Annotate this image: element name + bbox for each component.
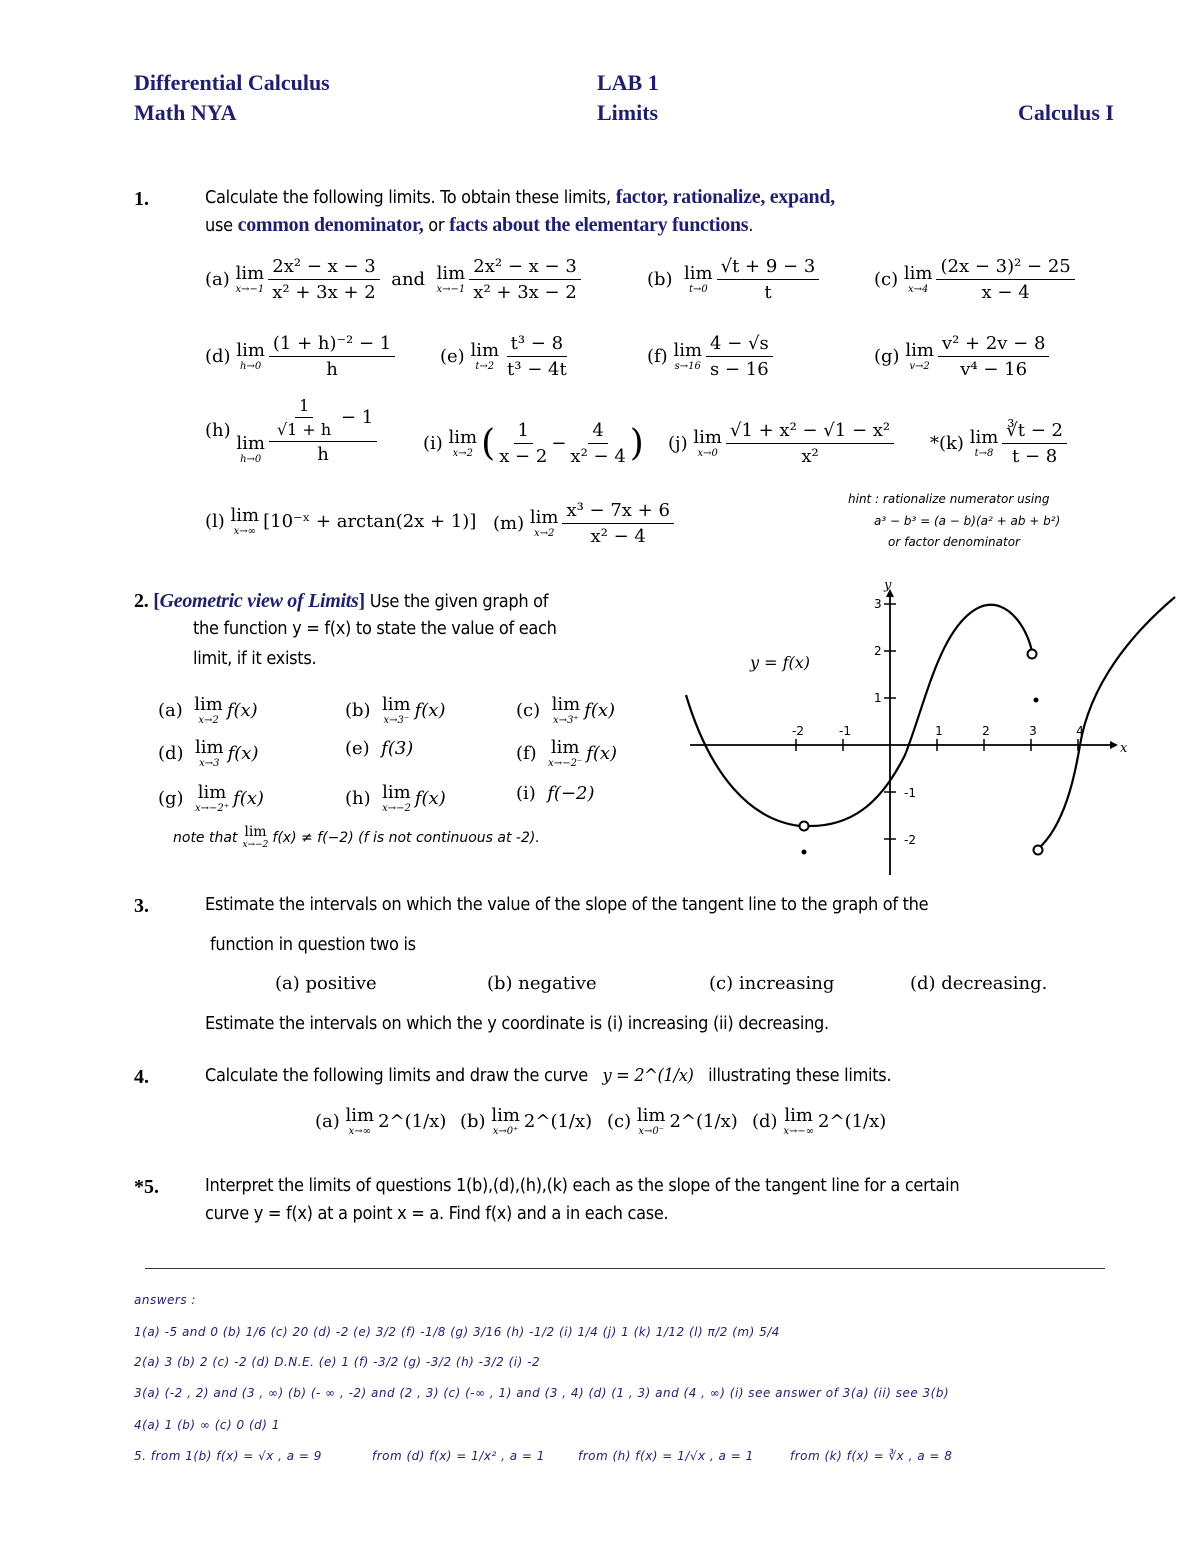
limit-1d xyxy=(205,333,395,380)
note-lim-sub: x→−2 xyxy=(242,840,269,850)
fraction-1f xyxy=(706,333,773,380)
q3-option-c: (c) increasing xyxy=(709,973,835,994)
den-1f: s − 16 xyxy=(710,359,769,380)
question-4-line1 xyxy=(205,1065,891,1086)
x-tick-label: -2 xyxy=(792,724,804,738)
num-1e: t³ − 8 xyxy=(507,333,567,357)
course-level: Calculus I xyxy=(1018,100,1114,125)
q2-part-expr: f(x) xyxy=(227,743,259,764)
num-1i-b: 4 xyxy=(588,420,607,444)
q1-text-d: . xyxy=(748,215,754,236)
x-tick-label: 2 xyxy=(982,724,990,738)
num-1c: (2x − 3)² − 25 xyxy=(936,256,1074,280)
label-1d: (d) xyxy=(205,346,231,367)
q2-part-expr: f(x) xyxy=(226,700,258,721)
x-tick-label: 1 xyxy=(935,724,943,738)
lim-1a: lim x→−1 xyxy=(235,263,265,295)
fraction-1j xyxy=(726,420,894,467)
label-1a: (a) xyxy=(205,269,230,290)
q4-part-label: (a) xyxy=(315,1111,340,1132)
q4-part-b xyxy=(460,1106,592,1137)
q2-part-lim-sub: x→−2 xyxy=(382,803,411,814)
x-axis-arrow xyxy=(1110,741,1118,749)
q4-part-lim: lim x→−∞ xyxy=(783,1105,815,1137)
x-tick-label: 3 xyxy=(1029,724,1037,738)
fraction-1e xyxy=(503,333,571,380)
den-1k: t − 8 xyxy=(1012,446,1058,467)
fraction-1k xyxy=(1002,420,1067,467)
answers-divider xyxy=(145,1268,1105,1269)
q2-part-label: (f) xyxy=(516,743,537,764)
limit-1g xyxy=(874,333,1049,380)
y-axis-label: y xyxy=(884,578,892,593)
q2-bracket-open: [ xyxy=(153,590,160,612)
lab-number: LAB 1 xyxy=(597,70,659,95)
lim-sub-1h: h→0 xyxy=(240,454,262,465)
q2-part-label: (d) xyxy=(158,743,184,764)
y-tick-label: -1 xyxy=(904,786,916,800)
limit-1c xyxy=(874,256,1075,303)
q1-text-c: or xyxy=(423,215,450,236)
q2-part-label: (a) xyxy=(158,700,183,721)
q2-part-i xyxy=(516,783,595,804)
q2-part-e xyxy=(345,738,413,759)
lim-sub-1a: x→−1 xyxy=(235,284,265,295)
num-1g: v² + 2v − 8 xyxy=(938,333,1050,357)
q2-part-b xyxy=(345,695,445,726)
q2-part-g xyxy=(158,783,264,814)
q3-option-a: (a) positive xyxy=(275,973,377,994)
q2-part-lim-sub: x→−2⁺ xyxy=(195,803,230,814)
lim-1j: lim x→0 xyxy=(693,427,722,459)
q2-part-f xyxy=(516,738,617,769)
q4-curve-expr: y = 2^(1/x) xyxy=(602,1065,694,1086)
label-1e: (e) xyxy=(440,346,465,367)
course-code: Math NYA xyxy=(134,100,237,125)
q1-emphasis-b: common denominator, xyxy=(237,214,424,236)
lim-sub-1m: x→2 xyxy=(533,528,555,539)
num-1f: 4 − √s xyxy=(706,333,773,357)
q2-text-1: Use the given graph of xyxy=(364,591,549,612)
q4-part-lim-sub: x→−∞ xyxy=(783,1126,815,1137)
q2-title: Geometric view of Limits xyxy=(159,590,359,612)
open-circle-at-3-top xyxy=(1028,650,1037,659)
answers-q2: 2(a) 3 (b) 2 (c) -2 (d) D.N.E. (e) 1 (f) -3/2 (g) -3/2 (h) -3/2 (i) -2 xyxy=(134,1355,541,1369)
q4-part-c xyxy=(607,1106,738,1137)
question-5-number: *5. xyxy=(134,1176,159,1198)
label-1g: (g) xyxy=(874,346,900,367)
filled-point-at-3 xyxy=(1034,698,1039,703)
note-lim xyxy=(243,825,269,851)
q2-part-expr: f(3) xyxy=(381,738,414,759)
q2-part-lim-word: lim xyxy=(382,782,411,803)
den-1h: h xyxy=(317,444,329,465)
q2-part-expr: f(−2) xyxy=(547,783,595,804)
limit-1i: (i) lim x→2 ( $\frac{1}{x - 2}$ − $\frac{4}{\text{x² − 4}}$ ) xyxy=(423,420,644,467)
q2-part-lim-sub: x→−2⁻ xyxy=(548,758,583,769)
num-1j: √1 + x² − √1 − x² xyxy=(726,420,894,444)
q4-part-lim-sub: x→∞ xyxy=(348,1126,371,1137)
q3-option-d: (d) decreasing. xyxy=(910,973,1048,994)
fraction-1h xyxy=(269,396,377,465)
fraction-1i-b xyxy=(566,420,629,467)
note-text-b: f(x) ≠ f(−2) (f is not continuous at -2). xyxy=(272,830,540,846)
y-tick-label: 1 xyxy=(874,691,882,705)
x-tick-label: 4 xyxy=(1076,724,1084,738)
q1-emphasis-a: factor, rationalize, expand, xyxy=(615,186,835,208)
q1-emphasis-c: facts about the elementary functions xyxy=(449,214,749,236)
q4-part-expr: 2^(1/x) xyxy=(523,1111,593,1132)
question-1-line1 xyxy=(205,186,835,209)
q2-part-lim-word: lim xyxy=(195,737,224,758)
den-1a: x² + 3x + 2 xyxy=(272,282,376,303)
question-3-number: 3. xyxy=(134,895,149,917)
question-2-number: 2. xyxy=(134,590,149,612)
lim-1a2: lim x→−1 xyxy=(436,263,466,295)
q2-part-lim-sub: x→2 xyxy=(198,715,219,726)
fraction-1m xyxy=(562,500,673,547)
lim-sub-1e: t→2 xyxy=(475,361,495,372)
den-1c: x − 4 xyxy=(981,282,1030,303)
q2-part-expr: f(x) xyxy=(233,788,264,809)
lim-sub-1i: x→2 xyxy=(452,448,474,459)
y-tick-label: 3 xyxy=(874,597,882,611)
lim-1i: lim x→2 xyxy=(448,427,478,459)
q1-text-a: Calculate the following limits. To obtain these limits, xyxy=(205,187,616,208)
q4-part-expr: 2^(1/x) xyxy=(669,1111,738,1132)
curve-right-piece xyxy=(1038,597,1175,849)
q2-part-lim xyxy=(382,695,411,726)
hint-line1: hint : rationalize numerator using xyxy=(848,492,1050,506)
open-circle-at-minus-2 xyxy=(800,822,809,831)
den-1e: t³ − 4t xyxy=(507,359,567,380)
num-1h-bot: √1 + h xyxy=(276,420,332,439)
note-lim-word: lim xyxy=(244,824,267,840)
answers-q5-part3: from (h) f(x) = 1/√x , a = 1 xyxy=(578,1449,754,1463)
function-label: y = f(x) xyxy=(750,653,811,672)
lim-1d: lim h→0 xyxy=(236,340,265,372)
q2-part-d xyxy=(158,738,258,769)
num-1a2: 2x² − x − 3 xyxy=(469,256,580,280)
q4-part-lim-sub: x→0⁻ xyxy=(638,1126,664,1137)
q2-part-lim xyxy=(195,738,224,769)
den-1m: x² − 4 xyxy=(590,526,646,547)
q2-part-h xyxy=(345,783,446,814)
minus-1i: − xyxy=(551,433,567,454)
question-2-line3: limit, if it exists. xyxy=(193,648,317,669)
question-4-number: 4. xyxy=(134,1066,149,1088)
answers-q5-part1: 5. from 1(b) f(x) = √x , a = 9 xyxy=(134,1449,322,1463)
lim-sub-1k: t→8 xyxy=(974,448,994,459)
q2-part-expr: f(x) xyxy=(414,700,446,721)
q2-part-lim-word: lim xyxy=(197,782,227,803)
q4-text-a: Calculate the following limits and draw the curve xyxy=(205,1065,588,1086)
q3-option-b: (b) negative xyxy=(487,973,597,994)
num-1a: 2x² − x − 3 xyxy=(268,256,379,280)
q2-part-lim xyxy=(382,783,411,814)
num-1m: x³ − 7x + 6 xyxy=(562,500,673,524)
limit-1l xyxy=(205,506,476,537)
lim-1f: lim s→16 xyxy=(673,340,703,372)
label-1k: *(k) xyxy=(930,433,964,454)
answers-q5-part2: from (d) f(x) = 1/x² , a = 1 xyxy=(372,1449,545,1463)
limit-1a xyxy=(205,256,581,303)
answers-q4: 4(a) 1 (b) ∞ (c) 0 (d) 1 xyxy=(134,1418,280,1432)
lim-1m: lim x→2 xyxy=(529,507,559,539)
lim-sub-1a2: x→−1 xyxy=(436,284,466,295)
fraction-1g xyxy=(938,333,1050,380)
q2-bracket-close: ] xyxy=(358,590,365,612)
limit-1e xyxy=(440,333,571,380)
question-3-line2: function in question two is xyxy=(210,934,416,955)
fraction-1i-a xyxy=(495,420,551,467)
label-1f: (f) xyxy=(647,346,668,367)
q2-part-lim xyxy=(548,738,582,769)
q4-part-expr: 2^(1/x) xyxy=(378,1111,447,1132)
q2-part-label: (c) xyxy=(516,700,541,721)
fraction-1b xyxy=(717,256,820,303)
question-2-line1 xyxy=(134,590,548,613)
q2-part-label: (e) xyxy=(345,738,370,759)
label-1i: (i) xyxy=(423,433,443,454)
course-title: Differential Calculus xyxy=(134,70,330,95)
question-1-number: 1. xyxy=(134,188,149,210)
limit-1k xyxy=(930,420,1067,467)
q2-part-lim-word: lim xyxy=(551,694,581,715)
num-1b: √t + 9 − 3 xyxy=(717,256,820,280)
q4-part-lim: lim x→∞ xyxy=(345,1105,375,1137)
fraction-1a2 xyxy=(469,256,580,303)
question-1-line2 xyxy=(205,214,753,237)
fraction-1a xyxy=(268,256,379,303)
q2-part-lim-word: lim xyxy=(550,737,580,758)
x-axis-label: x xyxy=(1120,741,1128,756)
open-circle-at-3-bottom xyxy=(1034,846,1043,855)
den-1g: v⁴ − 16 xyxy=(960,359,1028,380)
lim-sub-1d: h→0 xyxy=(240,361,262,372)
q2-part-label: (b) xyxy=(345,700,371,721)
question-5-line2: curve y = f(x) at a point x = a. Find f(x) and a in each case. xyxy=(205,1203,669,1224)
lim-sub-1b: t→0 xyxy=(688,284,708,295)
y-tick-label: -2 xyxy=(904,833,916,847)
q2-part-expr: f(x) xyxy=(414,788,446,809)
lim-1k: lim t→8 xyxy=(969,427,999,459)
den-1d: h xyxy=(326,359,338,380)
answers-q3: 3(a) (-2 , 2) and (3 , ∞) (b) (- ∞ , -2) and (2 , 3) (c) (-∞ , 1) and (3 , 4) (d) (1 , 3) and (4 , ∞) (i) see answer of 3(a) (ii) see 3(b) xyxy=(134,1386,950,1400)
q4-part-label: (d) xyxy=(752,1111,778,1132)
expr-1l: [10⁻ˣ + arctan(2x + 1)] xyxy=(263,511,477,532)
q2-part-lim-sub: x→3⁻ xyxy=(383,715,410,726)
q4-part-d xyxy=(752,1106,886,1137)
label-1c: (c) xyxy=(874,269,899,290)
den-1j: x² xyxy=(801,446,819,467)
label-1b: (b) xyxy=(647,269,673,290)
q4-part-lim: lim x→0⁺ xyxy=(491,1105,520,1137)
label-1j: (j) xyxy=(668,433,688,454)
answers-q1: 1(a) -5 and 0 (b) 1/6 (c) 20 (d) -2 (e) 3/2 (f) -1/8 (g) 3/16 (h) -1/2 (i) 1/4 (j) 1 (k) 1/12 (l) π/2 (m) 5/4 xyxy=(134,1325,780,1339)
q2-note xyxy=(173,825,540,851)
num-1i-a: 1 xyxy=(514,420,533,444)
limit-1m xyxy=(493,500,674,547)
q4-text-b: illustrating these limits. xyxy=(708,1065,892,1086)
q4-part-a xyxy=(315,1106,446,1137)
num-1k: ∛t − 2 xyxy=(1002,420,1067,444)
axis-ticks xyxy=(792,597,1084,847)
lim-sub-1c: x→4 xyxy=(907,284,929,295)
q2-part-lim-word: lim xyxy=(382,694,411,715)
q2-part-lim xyxy=(195,783,229,814)
num-1d: (1 + h)⁻² − 1 xyxy=(269,333,395,357)
q2-part-label: (i) xyxy=(516,783,536,804)
q2-part-lim xyxy=(552,695,581,726)
den-1i-b: x² − 4 xyxy=(570,446,626,467)
filled-point-at-minus-2 xyxy=(802,850,807,855)
lim-1g: lim v→2 xyxy=(905,340,934,372)
and-1a: and xyxy=(391,269,426,290)
curve-left-piece xyxy=(686,695,800,826)
q2-part-expr: f(x) xyxy=(586,743,618,764)
limit-1j xyxy=(668,420,894,467)
question-5-line1: Interpret the limits of questions 1(b),(d),(h),(k) each as the slope of the tangent line for a certain xyxy=(205,1175,960,1196)
y-tick-label: 2 xyxy=(874,644,882,658)
hint-line3: or factor denominator xyxy=(888,535,1020,549)
fraction-1c xyxy=(936,256,1074,303)
x-tick-label: -1 xyxy=(839,724,851,738)
hint-line2: a³ − b³ = (a − b)(a² + ab + b²) xyxy=(874,514,1061,528)
q2-part-a xyxy=(158,695,258,726)
q4-part-label: (c) xyxy=(607,1111,632,1132)
question-3-line1: Estimate the intervals on which the value of the slope of the tangent line to the graph of the xyxy=(205,894,929,915)
den-1a2: x² + 3x − 2 xyxy=(473,282,577,303)
fraction-1d xyxy=(269,333,395,380)
label-1l: (l) xyxy=(205,511,225,532)
den-1b: t xyxy=(764,282,772,303)
lab-topic: Limits xyxy=(597,100,659,125)
q4-part-lim: lim x→0⁻ xyxy=(636,1105,666,1137)
lim-sub-1g: v→2 xyxy=(909,361,930,372)
lim-1e: lim t→2 xyxy=(470,340,500,372)
lim-sub-1f: s→16 xyxy=(674,361,701,372)
q4-part-expr: 2^(1/x) xyxy=(818,1111,887,1132)
answers-title: answers : xyxy=(134,1293,196,1307)
limit-1f xyxy=(647,333,773,380)
lim-sub-1l: x→∞ xyxy=(233,526,257,537)
lim-sub-1j: x→0 xyxy=(697,448,718,459)
den-1i-a: x − 2 xyxy=(499,446,548,467)
q2-part-expr: f(x) xyxy=(584,700,616,721)
num-1h-tail: − 1 xyxy=(340,407,374,428)
limit-1h xyxy=(205,396,377,465)
label-1h: (h) xyxy=(205,420,231,441)
limit-1b xyxy=(647,256,819,303)
question-3-line3: Estimate the intervals on which the y coordinate is (i) increasing (ii) decreasing. xyxy=(205,1013,829,1034)
q4-part-label: (b) xyxy=(460,1111,486,1132)
note-text-a: note that xyxy=(173,830,238,846)
q1-text-b: use xyxy=(205,215,238,236)
q2-part-lim-word: lim xyxy=(194,694,223,715)
function-graph xyxy=(670,575,1200,880)
q2-part-label: (h) xyxy=(345,788,371,809)
q2-part-lim-sub: x→3⁺ xyxy=(553,715,579,726)
lim-1b: lim t→0 xyxy=(684,263,713,295)
q2-part-lim xyxy=(194,695,223,726)
lim-1h: lim h→0 xyxy=(236,433,265,465)
q2-part-c xyxy=(516,695,615,726)
q2-part-lim-sub: x→3 xyxy=(199,758,220,769)
lim-1c: lim x→4 xyxy=(903,263,933,295)
q4-part-lim-sub: x→0⁺ xyxy=(492,1126,519,1137)
question-2-line2: the function y = f(x) to state the value of each xyxy=(193,618,557,639)
num-1h-top: 1 xyxy=(295,396,313,418)
label-1m: (m) xyxy=(493,513,525,534)
inner-fraction-1h xyxy=(273,396,335,439)
answers-q5-part4: from (k) f(x) = ∛x , a = 8 xyxy=(790,1449,953,1463)
lim-1l: lim x→∞ xyxy=(230,505,260,537)
curve-middle-piece xyxy=(807,605,1032,826)
q2-part-label: (g) xyxy=(158,788,184,809)
